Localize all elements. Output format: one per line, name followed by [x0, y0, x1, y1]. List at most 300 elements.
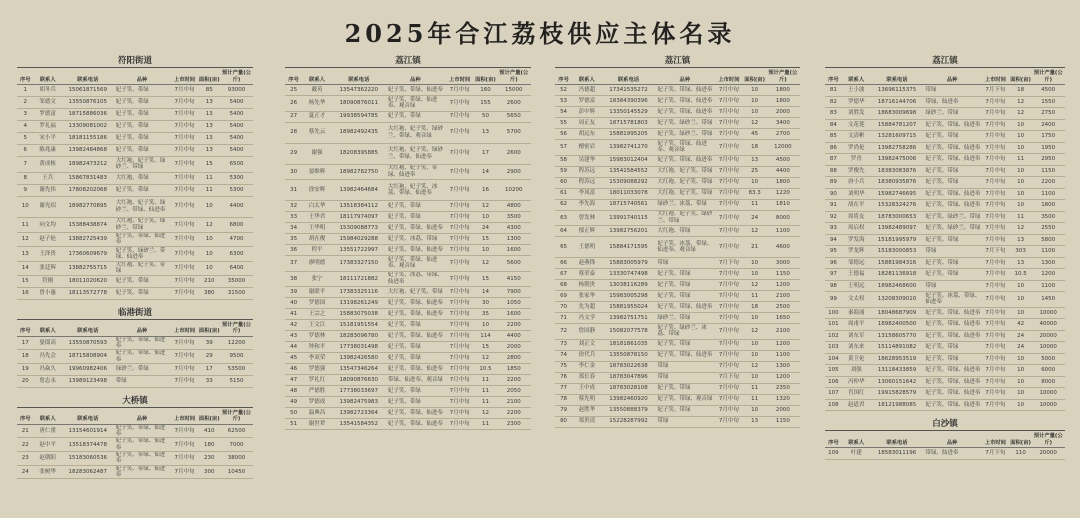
expected-yield: 10450 — [220, 465, 253, 479]
section-1 — [555, 54, 800, 428]
harvest-time: 7月中旬 — [714, 188, 743, 199]
harvest-time: 7月中旬 — [714, 210, 743, 226]
row-number: 63 — [555, 210, 572, 226]
variety: 妃子笑、带绿、仙进奉 — [114, 233, 171, 247]
area: 10 — [744, 313, 766, 324]
header-expected-yield: 预计产量(公斤) — [766, 69, 800, 85]
area: 12 — [474, 256, 496, 272]
row-number: 40 — [285, 298, 302, 309]
contact-name: 谢光绍 — [34, 196, 62, 217]
table-row — [555, 118, 800, 129]
table-row — [17, 275, 253, 287]
variety: 妃子笑、绿砂兰、带绿 — [923, 211, 981, 223]
section-1 — [17, 54, 253, 300]
row-number: 42 — [285, 320, 302, 331]
header-row-number: 序号 — [555, 69, 572, 85]
contact-phone: 18281136918 — [871, 269, 924, 281]
variety: 妃子笑、带绿 — [655, 405, 714, 416]
area: 13 — [199, 145, 220, 157]
contact-name: 李先海 — [572, 199, 601, 210]
table-row — [17, 246, 253, 262]
contact-phone: 17738033697 — [332, 386, 386, 397]
area: 160 — [474, 85, 496, 96]
row-number: 96 — [825, 257, 842, 269]
contact-phone: 15328324276 — [871, 200, 924, 212]
expected-yield: 5000 — [1031, 353, 1065, 365]
contact-phone: 18384390396 — [602, 96, 656, 107]
contact-phone: 15181995979 — [871, 234, 924, 246]
contact-phone: 13518374478 — [62, 438, 114, 452]
harvest-time: 7月中旬 — [445, 397, 475, 408]
row-number: 56 — [555, 129, 572, 140]
column-3 — [555, 54, 800, 428]
harvest-time: 7月中旬 — [981, 234, 1010, 246]
header-row — [825, 69, 1065, 85]
table-row — [285, 122, 531, 143]
row-number: 50 — [285, 408, 302, 419]
expected-yield: 1150 — [766, 269, 800, 280]
contact-name: 吴建华 — [572, 155, 601, 166]
expected-yield: 4150 — [497, 271, 531, 287]
table-row — [285, 234, 531, 245]
header-contact-name: 联系人 — [34, 69, 62, 85]
contact-name: 蔡先明 — [572, 394, 601, 405]
expected-yield: 5800 — [1031, 234, 1065, 246]
row-number: 4 — [17, 121, 34, 133]
contact-name: 谢世辈 — [302, 419, 332, 430]
expected-yield: 2100 — [497, 397, 531, 408]
area: 10 — [744, 405, 766, 416]
contact-phone: 18011020620 — [62, 275, 114, 287]
table-row — [285, 386, 531, 397]
variety: 带绿 — [114, 375, 171, 387]
contact-name: 严德胜 — [302, 386, 332, 397]
table-row — [555, 140, 800, 156]
expected-yield: 1450 — [1031, 292, 1065, 308]
table-row — [825, 353, 1065, 365]
expected-yield: 1100 — [766, 226, 800, 237]
harvest-time: 7月中旬 — [445, 201, 475, 212]
area: 10 — [1010, 188, 1032, 200]
area: 10 — [474, 245, 496, 256]
row-number: 69 — [555, 291, 572, 302]
expected-yield: 1050 — [497, 298, 531, 309]
area: 10 — [199, 262, 220, 276]
row-number: 12 — [17, 233, 34, 247]
supplier-table — [555, 69, 800, 428]
expected-yield: 6400 — [220, 262, 253, 276]
header-expected-yield: 预计产量(公斤) — [220, 409, 253, 425]
contact-name: 文花莲 — [842, 119, 871, 131]
row-number: 55 — [555, 118, 572, 129]
table-row — [285, 271, 531, 287]
area: 24 — [1010, 330, 1032, 342]
row-number: 87 — [825, 154, 842, 166]
area: 11 — [744, 291, 766, 302]
contact-phone: 13882755715 — [62, 262, 114, 276]
contact-name: 王小波 — [842, 85, 871, 97]
section-3 — [17, 394, 253, 479]
row-number: 36 — [285, 245, 302, 256]
harvest-time: 7月中旬 — [170, 424, 198, 438]
expected-yield: 10000 — [1031, 307, 1065, 319]
variety: 大红袍、妃子笑、冰荔、带绿、仙进奉 — [386, 180, 445, 201]
area: 10 — [1010, 376, 1032, 388]
harvest-time: 7月中旬 — [981, 307, 1010, 319]
table-row — [17, 172, 253, 184]
table-row — [17, 85, 253, 97]
contact-name: 张家华 — [572, 291, 601, 302]
contact-name: 戴英 — [302, 85, 332, 96]
expected-yield: 2350 — [766, 383, 800, 394]
expected-yield: 1750 — [1031, 131, 1065, 143]
harvest-time: 7月下旬 — [981, 246, 1010, 258]
contact-name: 肖国红 — [842, 388, 871, 400]
contact-name: 先为超 — [572, 302, 601, 313]
variety: 妃子笑、带绿 — [114, 275, 171, 287]
contact-phone: 15082077578 — [602, 324, 656, 340]
expected-yield: 1950 — [1031, 142, 1065, 154]
harvest-time: 7月中旬 — [981, 376, 1010, 388]
contact-phone: 13309081002 — [62, 121, 114, 133]
expected-yield: 38000 — [220, 452, 253, 466]
variety: 妃子笑、带绿、仙进奉 — [923, 154, 981, 166]
area: 13 — [744, 416, 766, 427]
contact-name: 刘正文 — [572, 339, 601, 350]
contact-phone: 18181861035 — [602, 339, 656, 350]
row-number: 38 — [285, 271, 302, 287]
expected-yield: 2300 — [497, 419, 531, 430]
table-row — [17, 109, 253, 121]
harvest-time: 7月中旬 — [170, 287, 198, 299]
header-contact-phone: 联系电话 — [871, 69, 924, 85]
contact-phone: 17341535272 — [602, 85, 656, 96]
variety: 大红袍、妃子笑、带绿 — [114, 262, 171, 276]
area: 10 — [744, 85, 766, 96]
expected-yield: 1800 — [1031, 200, 1065, 212]
table-row — [285, 223, 531, 234]
row-number: 54 — [555, 107, 572, 118]
harvest-time: 7月中旬 — [981, 388, 1010, 400]
row-number: 37 — [285, 256, 302, 272]
table-header — [555, 69, 800, 85]
table-row — [555, 313, 800, 324]
row-number: 10 — [17, 196, 34, 217]
harvest-time: 7月中旬 — [445, 256, 475, 272]
table-row — [825, 142, 1065, 154]
contact-name: 王华君 — [302, 212, 332, 223]
table-row — [555, 199, 800, 210]
expected-yield: 5300 — [220, 172, 253, 184]
contact-phone: 18117974097 — [332, 212, 386, 223]
row-number: 29 — [285, 143, 302, 164]
header-contact-name: 联系人 — [842, 69, 871, 85]
area: 10 — [1010, 165, 1032, 177]
area: 12 — [744, 118, 766, 129]
variety: 带绿 — [655, 361, 714, 372]
contact-name: 谢强 — [302, 143, 332, 164]
contact-name: 王兵 — [34, 172, 62, 184]
expected-yield: 6000 — [1031, 365, 1065, 377]
contact-name: 夏正才 — [302, 111, 332, 122]
table-row — [17, 184, 253, 196]
area: 17 — [199, 363, 220, 375]
harvest-time: 7月中旬 — [714, 226, 743, 237]
variety: 妃子笑、带绿、仙进奉 — [386, 298, 445, 309]
contact-phone: 13330747498 — [602, 269, 656, 280]
table-row — [555, 269, 800, 280]
column-1 — [17, 54, 253, 479]
table-row — [17, 145, 253, 157]
variety: 大红袍、妃子笑、绿砂兰、带绿、仙进奉 — [114, 196, 171, 217]
contact-phone: 18982473212 — [62, 157, 114, 173]
harvest-time: 7月中旬 — [170, 133, 198, 145]
table-row — [825, 154, 1065, 166]
header-harvest-time: 上市时间 — [170, 321, 198, 337]
contact-phone: 13208309010 — [871, 292, 924, 308]
harvest-time: 7月中旬 — [445, 143, 475, 164]
area: 42 — [1010, 319, 1032, 331]
contact-name: 罗俊先 — [842, 165, 871, 177]
table-row — [17, 97, 253, 109]
table-row — [825, 307, 1065, 319]
harvest-time: 7月中旬 — [981, 211, 1010, 223]
expected-yield: 4300 — [497, 223, 531, 234]
variety: 妃子笑、带绿 — [923, 269, 981, 281]
expected-yield: 2100 — [766, 324, 800, 340]
contact-phone: 19915828579 — [871, 388, 924, 400]
area: 10 — [744, 177, 766, 188]
area: 11 — [474, 375, 496, 386]
harvest-time: 7月中旬 — [170, 452, 198, 466]
expected-yield: 4600 — [766, 237, 800, 258]
contact-phone: 19960982406 — [62, 363, 114, 375]
row-number: 74 — [555, 350, 572, 361]
contact-name: 王泽贵 — [34, 246, 62, 262]
area: 11 — [1010, 211, 1032, 223]
variety: 妃子笑、带绿、仙进奉 — [923, 307, 981, 319]
harvest-time: 7月中旬 — [981, 269, 1010, 281]
row-number: 85 — [825, 131, 842, 143]
variety: 大红袍、妃子笑、带绿 — [655, 177, 714, 188]
variety: 妃子笑、带绿、仙进奉 — [114, 465, 171, 479]
harvest-time: 7月中旬 — [714, 166, 743, 177]
header-row-number: 序号 — [285, 69, 302, 85]
harvest-time: 7月中旬 — [981, 330, 1010, 342]
contact-name: 李仁金 — [572, 361, 601, 372]
area: 11 — [474, 419, 496, 430]
variety: 绿砂兰、带绿 — [114, 363, 171, 375]
contact-name: 蔡先云 — [302, 122, 332, 143]
harvest-time: 7月中旬 — [170, 109, 198, 121]
expected-yield: 2200 — [1031, 177, 1065, 189]
table-body — [825, 85, 1065, 411]
row-number: 45 — [285, 353, 302, 364]
section-title: 白沙镇 — [825, 417, 1065, 431]
variety: 妃子笑、带绿、仙进奉 — [923, 388, 981, 400]
row-number: 46 — [285, 364, 302, 375]
contact-name: 王明远 — [842, 280, 871, 292]
section-1 — [825, 54, 1065, 411]
section-title: 荔江镇 — [555, 54, 800, 68]
area: 10 — [199, 196, 220, 217]
row-number: 15 — [17, 275, 34, 287]
section-2 — [825, 417, 1065, 460]
row-number: 51 — [285, 419, 302, 430]
contact-name: 胡远东 — [572, 129, 601, 140]
table-row — [285, 408, 531, 419]
area: 10 — [1010, 200, 1032, 212]
expected-yield: 1200 — [766, 372, 800, 383]
contact-phone: 18048687909 — [871, 307, 924, 319]
expected-yield: 2950 — [1031, 154, 1065, 166]
area: 10 — [1010, 131, 1032, 143]
contact-name: 王德福 — [842, 269, 871, 281]
expected-yield: 1100 — [766, 350, 800, 361]
row-number: 92 — [825, 211, 842, 223]
contact-phone: 13038116289 — [602, 280, 656, 291]
area: 11 — [744, 383, 766, 394]
column-4 — [825, 54, 1065, 460]
table-row — [555, 226, 800, 237]
area: 24 — [474, 223, 496, 234]
expected-yield: 4500 — [1031, 85, 1065, 97]
header-row-number: 序号 — [825, 432, 842, 448]
section-2 — [17, 306, 253, 388]
supplier-table — [825, 69, 1065, 411]
harvest-time: 7月中旬 — [445, 164, 475, 180]
header-contact-name: 联系人 — [842, 432, 871, 448]
variety: 妃子笑、带绿 — [386, 386, 445, 397]
row-number: 68 — [555, 280, 572, 291]
header-area: 面积(亩) — [744, 69, 766, 85]
contact-phone: 18982492435 — [332, 122, 386, 143]
header-contact-name: 联系人 — [302, 69, 332, 85]
area: 10 — [744, 350, 766, 361]
contact-name: 周启权 — [842, 223, 871, 235]
table-row — [825, 234, 1065, 246]
contact-name: 罗德国 — [302, 298, 332, 309]
contact-name: 徐代兵 — [572, 350, 601, 361]
expected-yield: 5650 — [497, 111, 531, 122]
harvest-time: 7月中旬 — [714, 237, 743, 258]
contact-name: 王宗之 — [302, 309, 332, 320]
contact-phone: 15884171595 — [602, 237, 656, 258]
area: 12 — [474, 408, 496, 419]
row-number: 18 — [17, 350, 34, 364]
contact-name: 罗德成 — [302, 397, 332, 408]
contact-name: 向文均 — [34, 217, 62, 233]
variety: 妃子笑、带绿 — [386, 342, 445, 353]
table-body — [825, 448, 1065, 460]
header-area: 面积(亩) — [1010, 69, 1032, 85]
row-number: 82 — [825, 96, 842, 108]
row-number: 83 — [825, 108, 842, 120]
harvest-time: 7月中旬 — [981, 96, 1010, 108]
contact-phone: 18283062487 — [62, 465, 114, 479]
table-row — [17, 217, 253, 233]
header-contact-phone: 联系电话 — [62, 69, 114, 85]
table-row — [17, 336, 253, 350]
variety: 妃子笑、带绿 — [923, 257, 981, 269]
contact-phone: 13550870593 — [62, 336, 114, 350]
contact-phone: 18715781803 — [602, 118, 656, 129]
table-row — [17, 375, 253, 387]
contact-phone: 15061871569 — [62, 85, 114, 97]
row-number: 95 — [825, 246, 842, 258]
table-row — [555, 302, 800, 313]
area: 30 — [474, 298, 496, 309]
table-row — [555, 339, 800, 350]
variety: 妃子笑、带绿、仙进奉 — [923, 365, 981, 377]
contact-phone: 15883075038 — [332, 309, 386, 320]
contact-name: 晏维辉 — [302, 164, 332, 180]
area: 13 — [1010, 234, 1032, 246]
expected-yield: 3000 — [766, 258, 800, 269]
row-number: 33 — [285, 212, 302, 223]
contact-name: 陈兆康 — [34, 145, 62, 157]
contact-phone: 18011033078 — [602, 188, 656, 199]
table-row — [555, 372, 800, 383]
contact-phone: 13541584352 — [332, 419, 386, 430]
contact-phone: 18628953519 — [871, 353, 924, 365]
contact-name: 冯先会 — [34, 350, 62, 364]
row-number: 77 — [555, 383, 572, 394]
contact-name: 唐小兵 — [842, 177, 871, 189]
variety: 妃子笑、带绿 — [923, 165, 981, 177]
table-row — [825, 131, 1065, 143]
row-number: 101 — [825, 319, 842, 331]
row-number: 65 — [555, 237, 572, 258]
area: 13 — [199, 97, 220, 109]
harvest-time: 7月中旬 — [714, 394, 743, 405]
supplier-table — [17, 409, 253, 479]
variety: 妃子笑、带绿 — [114, 85, 171, 97]
harvest-time: 7月中旬 — [170, 85, 198, 97]
contact-phone: 18982770895 — [62, 196, 114, 217]
harvest-time: 7月中旬 — [445, 298, 475, 309]
table-row — [285, 287, 531, 298]
harvest-time: 7月中旬 — [981, 131, 1010, 143]
expected-yield: 1550 — [1031, 96, 1065, 108]
area: 12 — [1010, 96, 1032, 108]
contact-phone: 18090876011 — [332, 96, 386, 112]
harvest-time: 7月中旬 — [445, 331, 475, 342]
harvest-time: 7月中旬 — [714, 155, 743, 166]
harvest-time: 7月中旬 — [170, 172, 198, 184]
harvest-time: 7月中旬 — [981, 342, 1010, 354]
row-number: 23 — [17, 452, 34, 466]
harvest-time: 7月中旬 — [714, 324, 743, 340]
variety: 带绿 — [923, 85, 981, 97]
variety: 带绿 — [655, 372, 714, 383]
row-number: 57 — [555, 140, 572, 156]
table-row — [17, 196, 253, 217]
area: 10 — [1010, 307, 1032, 319]
area: 410 — [199, 424, 220, 438]
table-header — [17, 69, 253, 85]
expected-yield: 53500 — [220, 363, 253, 375]
contact-name: 胡在俊 — [302, 234, 332, 245]
harvest-time: 7月中旬 — [445, 375, 475, 386]
table-row — [285, 309, 531, 320]
area: 10 — [1010, 142, 1032, 154]
expected-yield: 1200 — [766, 280, 800, 291]
harvest-time: 7月中旬 — [170, 262, 198, 276]
row-number: 80 — [555, 416, 572, 427]
row-number: 52 — [555, 85, 572, 96]
harvest-time: 7月中旬 — [981, 257, 1010, 269]
